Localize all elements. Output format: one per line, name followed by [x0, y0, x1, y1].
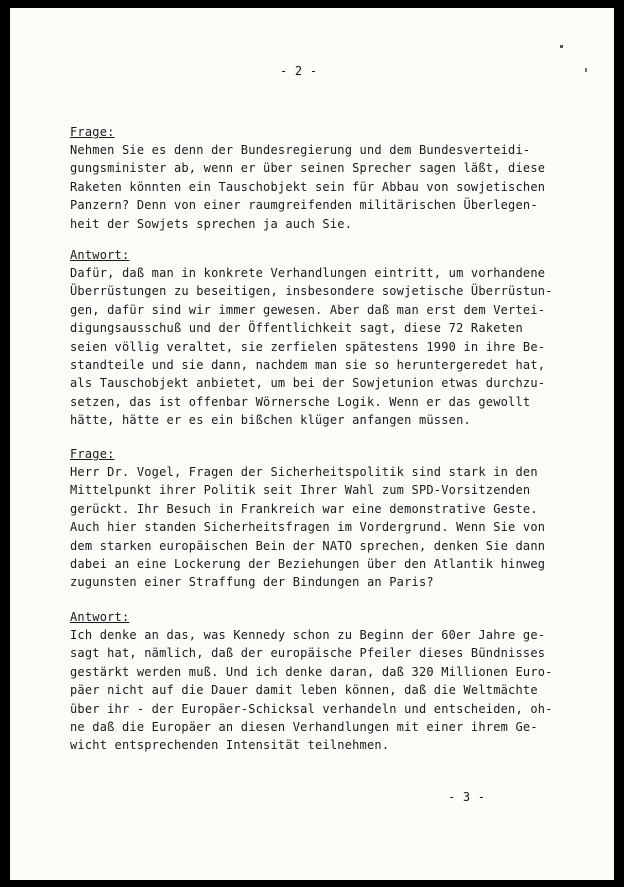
- text-line: Herr Dr. Vogel, Fragen der Sicherheitspolitik sind stark in den: [70, 465, 538, 479]
- next-page-marker: - 3 -: [448, 790, 486, 804]
- text-line: standteile und sie dann, nachdem man sie so heruntergeredet hat,: [70, 358, 546, 373]
- answer-block: [70, 608, 553, 755]
- text-line: dabei an eine Lockerung der Beziehungen über den Atlantik hinweg: [70, 557, 546, 572]
- text-line: digungsausschuß und der Öffentlichkeit sagt, diese 72 Raketen: [70, 321, 523, 336]
- text-line: Nehmen Sie es denn der Bundesregierung und dem Bundesverteidi-: [70, 143, 531, 157]
- scan-speck: [560, 45, 563, 48]
- text-line: gungsminister ab, wenn er über seinen Sprecher sagen läßt, diese: [70, 161, 546, 176]
- text-line: gen, dafür sind wir immer gewesen. Aber daß man erst dem Vertei-: [70, 302, 546, 317]
- answer-block: [70, 246, 553, 430]
- text-line: Überrüstungen zu beseitigen, insbesondere sowjetische Überrüstun-: [70, 284, 553, 299]
- text-line: päer nicht auf die Dauer damit leben können, daß die Weltmächte: [70, 683, 538, 698]
- text-line: Mittelpunkt ihrer Politik seit Ihrer Wahl zum SPD-Vorsitzenden: [70, 483, 531, 498]
- text-line: wicht entsprechenden Intensität teilnehmen.: [70, 738, 390, 753]
- block-label: Frage:: [70, 447, 115, 461]
- text-line: zugunsten einer Straffung der Bindungen an Paris?: [70, 575, 434, 590]
- text-line: gestärkt werden muß. Und ich denke daran, daß 320 Millionen Euro-: [70, 664, 553, 679]
- text-line: gerückt. Ihr Besuch in Frankreich war eine demonstrative Geste.: [70, 501, 538, 516]
- document-page: [10, 8, 614, 880]
- text-line: seien völlig veraltet, sie zerfielen spätestens 1990 in ihre Be-: [70, 339, 546, 354]
- text-line: ne daß die Europäer an diesen Verhandlungen mit einer ihrem Ge-: [70, 720, 538, 735]
- block-label: Antwort:: [70, 610, 130, 624]
- text-line: hätte, hätte er es ein bißchen klüger anfangen müssen.: [70, 413, 471, 428]
- text-line: als Tauschobjekt anbietet, um bei der Sowjetunion etwas durchzu-: [70, 376, 546, 391]
- text-line: Ich denke an das, was Kennedy schon zu Beginn der 60er Jahre ge-: [70, 628, 546, 642]
- text-line: Raketen könnten ein Tauschobjekt sein für Abbau von sowjetischen: [70, 179, 546, 194]
- question-block: [70, 123, 550, 233]
- text-line: setzen, das ist offenbar Wörnersche Logik. Wenn er das gewollt: [70, 394, 531, 409]
- scan-speck: [585, 68, 587, 72]
- text-line: Dafür, daß man in konkrete Verhandlungen eintritt, um vorhandene: [70, 266, 546, 280]
- text-line: sagt hat, nämlich, daß der europäische Pfeiler dieses Bündnisses: [70, 646, 546, 661]
- block-label: Frage:: [70, 125, 115, 139]
- text-line: Auch hier standen Sicherheitsfragen im Vordergrund. Wenn Sie von: [70, 520, 546, 535]
- block-label: Antwort:: [70, 248, 130, 262]
- text-line: Panzern? Denn von einer raumgreifenden militärischen Überlegen-: [70, 198, 538, 213]
- text-line: heit der Sowjets sprechen ja auch Sie.: [70, 216, 353, 231]
- question-block: [70, 445, 550, 592]
- text-line: dem starken europäischen Bein der NATO sprechen, denken Sie dann: [70, 538, 546, 553]
- text-line: über ihr - der Europäer-Schicksal verhandeln und entscheiden, oh-: [70, 701, 553, 716]
- page-number: - 2 -: [280, 64, 318, 78]
